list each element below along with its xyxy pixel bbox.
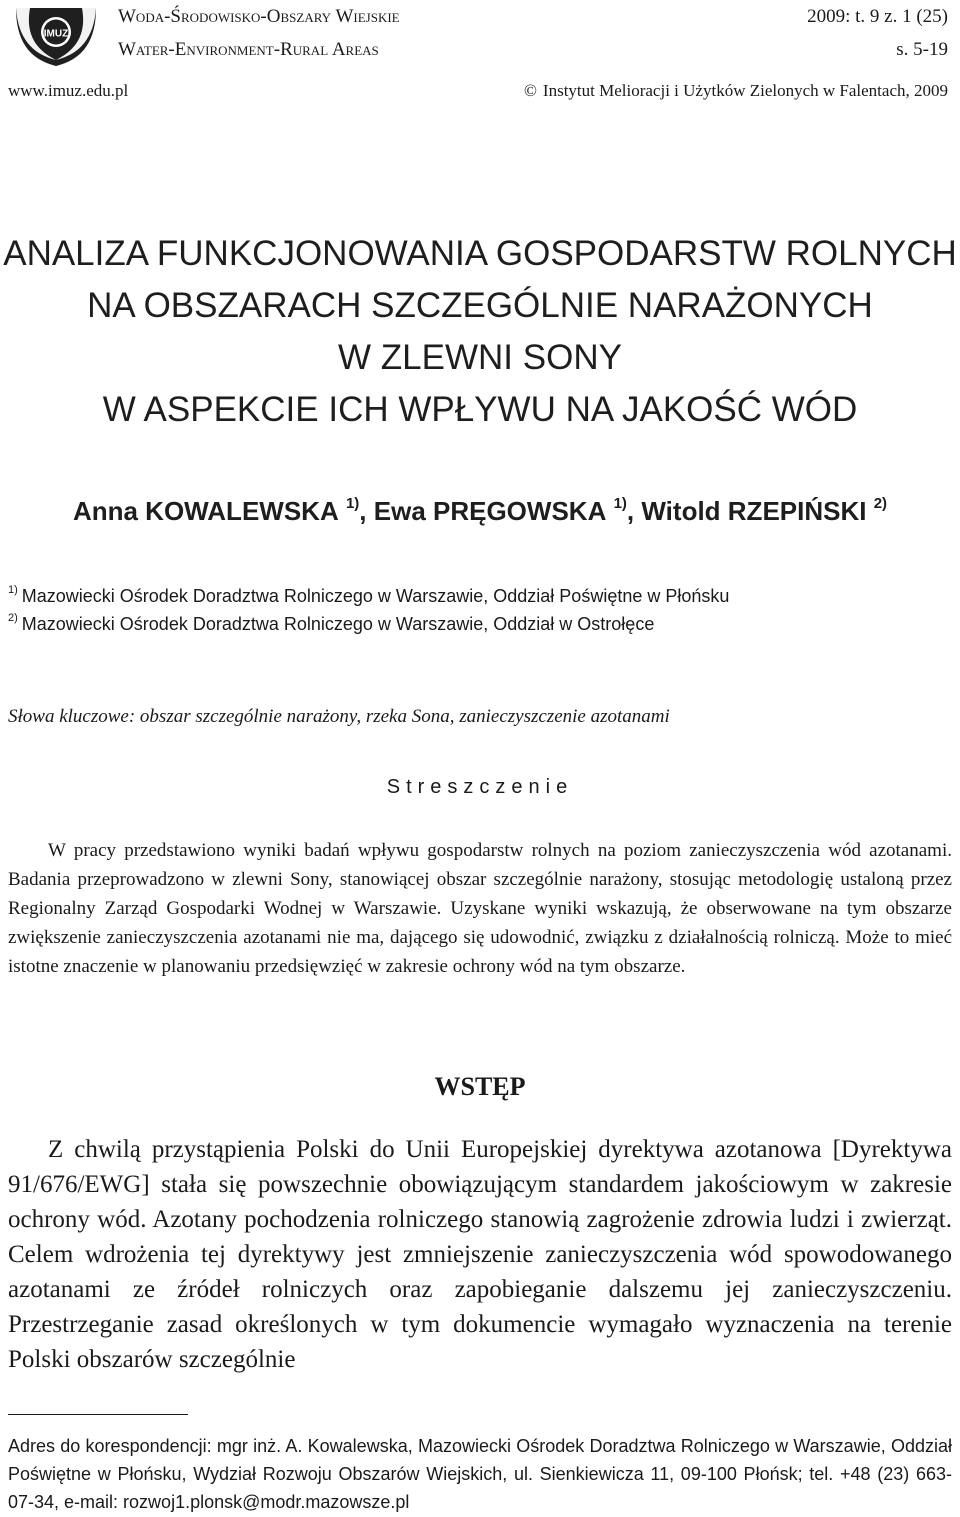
article-title [0,228,960,436]
affiliation-mark: 1) [8,584,18,596]
author-name: Anna KOWALEWSKA [72,496,339,526]
copyright-symbol: © [524,81,537,100]
footnote-rule [8,1414,188,1415]
page-range: s. 5-19 [896,39,948,60]
author-affiliation-mark: 1) [613,495,627,512]
journal-url[interactable]: www.imuz.edu.pl [8,81,129,100]
title-line: W ZLEWNI SONY [338,338,622,377]
affiliation-1 [8,586,729,607]
affiliation-2 [8,614,654,635]
intro-paragraph: Z chwilą przystąpienia Polski do Unii Europejskiej dyrektywa azotanowa [Dyrektywa 91/676/EWG] stała się powszechnie obowiązującym standardem jakościowym w zakresie ochrony wód. Azotany pochodzenia rolniczego stanowią zagrożenie zdrowia ludzi i zwierząt. Celem wdrożenia tej dyrektywy jest zmniejszenie zanieczyszczenia wód spowodowanego azotanami ze źródeł rolniczych oraz zapobieganie dalszemu jej zanieczyszczeniu. Przestrzeganie zasad określonych w tym dokumencie wymagało wyznaczenia na terenie Polski obszarów szczególnie [8,1136,952,1373]
keywords: Słowa kluczowe: obszar szczególnie narażony, rzeka Sona, zanieczyszczenie azotanami [8,706,670,727]
author-name: Witold RZEPIŃSKI [641,496,867,526]
imuz-logo [10,4,102,68]
journal-title-pl: Woda-Środowisko-Obszary Wiejskie [118,6,400,27]
author-affiliation-mark: 2) [873,495,888,512]
abstract-heading: Streszczenie [386,776,574,798]
affiliation-mark: 2) [8,612,18,624]
author-name: Ewa PRĘGOWSKA [373,496,607,526]
author-list: Anna KOWALEWSKA $^{1)}$, Ewa PRĘGOWSKA $^{1)}$, Witold RZEPIŃSKI $^{2)}$ [72,495,888,526]
section-heading: WSTĘP [434,1072,526,1101]
affiliation-text: Mazowiecki Ośrodek Doradztwa Rolniczego w Warszawie, Oddział w Ostrołęce [21,614,655,634]
abstract-text: W pracy przedstawiono wyniki badań wpływu gospodarstw rolnych na poziom zanieczyszczenia wód azotanami. Badania przeprowadzono w zlewni Sony, stanowiącej obszar szczególnie narażony, stosując metodologię ustaloną przez Regionalny Zarząd Gospodarki Wodnej w Warszawie. Uzyskane wyniki wskazują, że obserwowane na tym obszarze zwiększenie zanieczyszczenia azotanami nie ma, dającego się udowodnić, związku z działalnością rolniczą. Może to mieć istotne znaczenie w planowaniu przedsięwzięć w zakresie ochrony wód na tym obszarze. [8,840,952,977]
affiliation-text: Mazowiecki Ośrodek Doradztwa Rolniczego w Warszawie, Oddział Poświętne w Płońsku [21,586,730,606]
author-affiliation-mark: 1) [345,495,360,512]
title-line: ANALIZA FUNKCJONOWANIA GOSPODARSTW ROLNYCH [3,234,957,273]
correspondence-footnote: Adres do korespondencji: mgr inż. A. Kowalewska, Mazowiecki Ośrodek Doradztwa Rolniczego w Warszawie, Oddział Poświętne w Płońsku, Wydział Rozwoju Obszarów Wiejskich, ul. Sienkiewicza 11, 09-100 Płońsk; tel. +48 (23) 663-07-34, e-mail: rozwoj1.plonsk@modr.mazowsze.pl [8,1436,952,1512]
title-line: NA OBSZARACH SZCZEGÓLNIE NARAŻONYCH [87,286,873,325]
journal-issue: 2009: t. 9 z. 1 (25) [807,6,948,27]
journal-title-en: Water-Environment-Rural Areas [118,39,379,60]
logo-text: IMUZ [43,28,69,40]
copyright-text: Instytut Melioracji i Użytków Zielonych w Falentach, 2009 [542,81,948,100]
title-line: W ASPEKCIE ICH WPŁYWU NA JAKOŚĆ WÓD [102,390,858,429]
copyright-line [524,81,948,101]
